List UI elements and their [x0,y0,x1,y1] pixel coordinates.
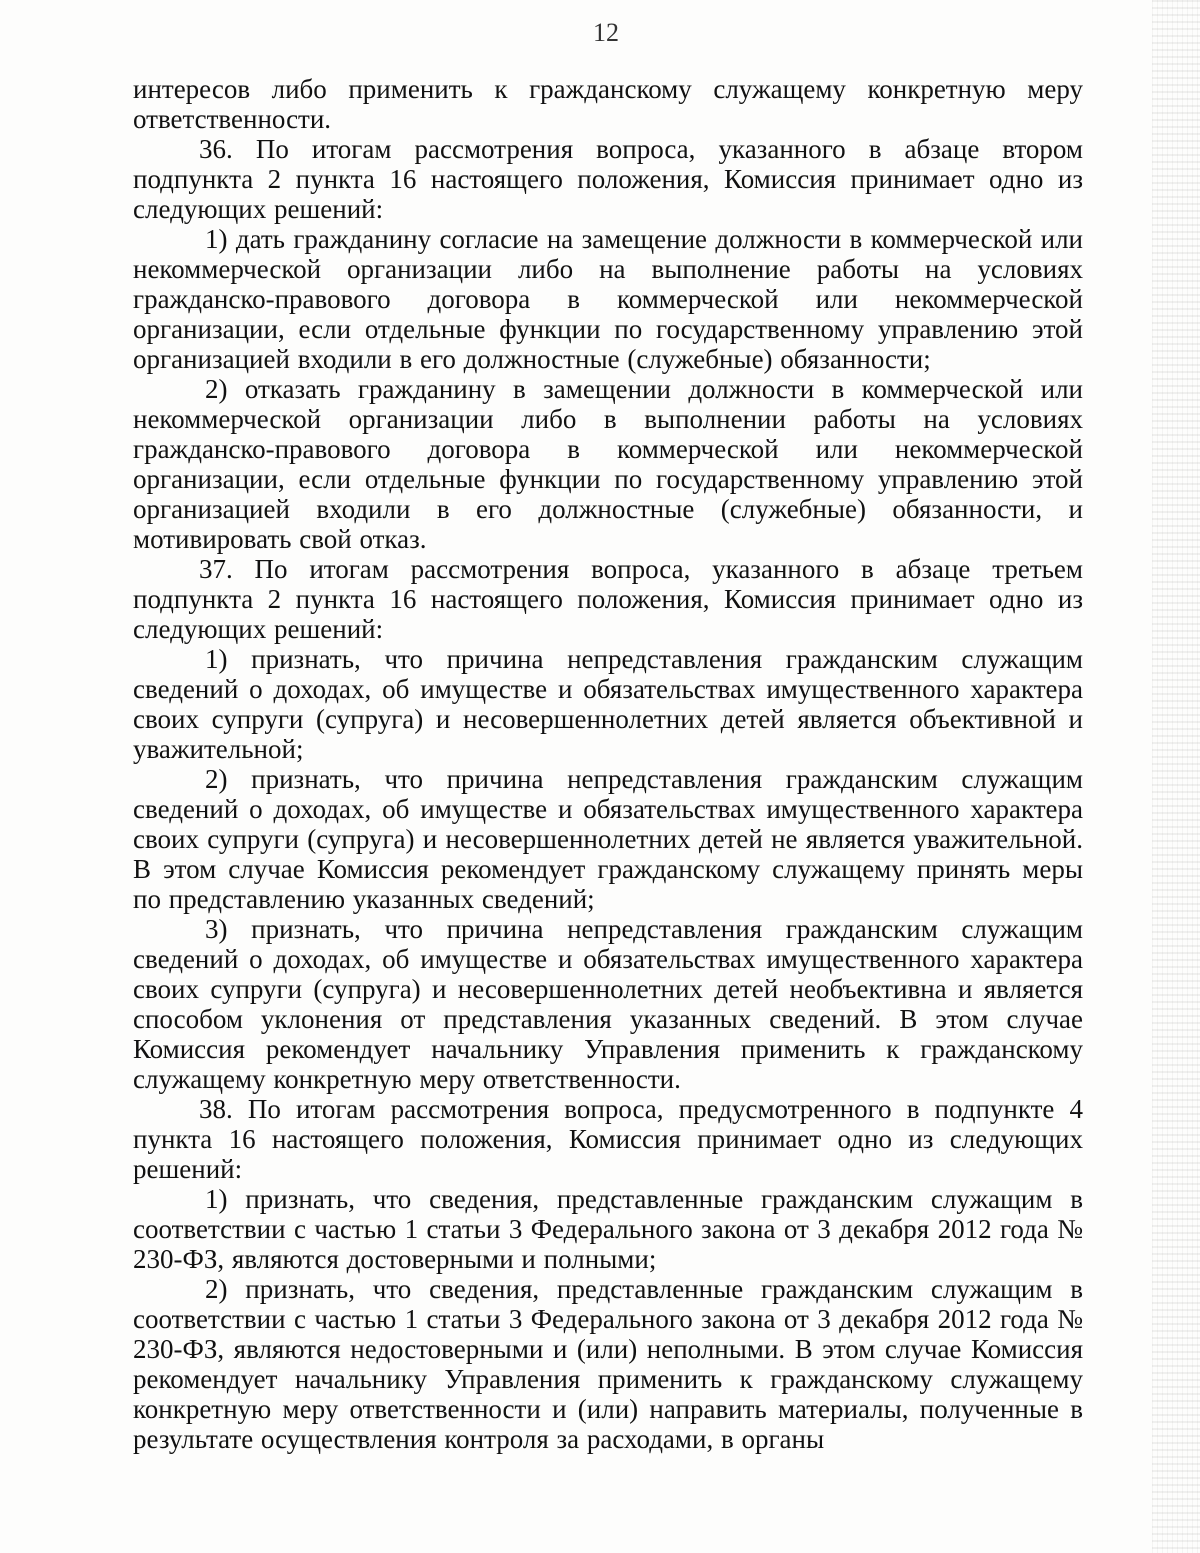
paragraph-36-item-2: 2) отказать гражданину в замещении должности в коммерческой или некоммерческой организации либо в выполнении работы на условиях гражданско-правового договора в коммерческой или некоммерческой организации, если отдельные функции по государственному управлению этой организацией входили в его должностные (служебные) обязанности, и мотивировать свой отказ. [133,374,1083,554]
paragraph-37: 37. По итогам рассмотрения вопроса, указанного в абзаце третьем подпункта 2 пункта 16 настоящего положения, Комиссия принимает одно из следующих решений: [133,554,1083,644]
paragraph-36: 36. По итогам рассмотрения вопроса, указанного в абзаце втором подпункта 2 пункта 16 настоящего положения, Комиссия принимает одно из следующих решений: [133,134,1083,224]
paragraph-continuation: интересов либо применить к гражданскому служащему конкретную меру ответственности. [133,74,1083,134]
paragraph-38-item-2: 2) признать, что сведения, представленные гражданским служащим в соответствии с частью 1 статьи 3 Федерального закона от 3 декабря 2012 года № 230-ФЗ, являются недостоверными и (или) неполными. В этом случае Комиссия рекомендует начальнику Управления применить к гражданскому служащему конкретную меру ответственности и (или) направить материалы, полученные в результате осуществления контроля за расходами, в органы [133,1274,1083,1454]
paragraph-37-item-3: 3) признать, что причина непредставления гражданским служащим сведений о доходах, об имуществе и обязательствах имущественного характера своих супруги (супруга) и несовершеннолетних детей необъективна и является способом уклонения от представления указанных сведений. В этом случае Комиссия рекомендует начальнику Управления применить к гражданскому служащему конкретную меру ответственности. [133,914,1083,1094]
paragraph-36-item-1: 1) дать гражданину согласие на замещение должности в коммерческой или некоммерческой организации либо на выполнение работы на условиях гражданско-правового договора в коммерческой или некоммерческой организации, если отдельные функции по государственному управлению этой организацией входили в его должностные (служебные) обязанности; [133,224,1083,374]
scan-edge-noise [1152,0,1200,1553]
page-number: 12 [593,18,619,47]
paragraph-38: 38. По итогам рассмотрения вопроса, предусмотренного в подпункте 4 пункта 16 настоящего положения, Комиссия принимает одно из следующих решений: [133,1094,1083,1184]
paragraph-37-item-2: 2) признать, что причина непредставления гражданским служащим сведений о доходах, об имуществе и обязательствах имущественного характера своих супруги (супруга) и несовершеннолетних детей не является уважительной. В этом случае Комиссия рекомендует гражданскому служащему принять меры по представлению указанных сведений; [133,764,1083,914]
paragraph-38-item-1: 1) признать, что сведения, представленные гражданским служащим в соответствии с частью 1 статьи 3 Федерального закона от 3 декабря 2012 года № 230-ФЗ, являются достоверными и полными; [133,1184,1083,1274]
paragraph-37-item-1: 1) признать, что причина непредставления гражданским служащим сведений о доходах, об имуществе и обязательствах имущественного характера своих супруги (супруга) и несовершеннолетних детей является объективной и уважительной; [133,644,1083,764]
document-body [133,74,1083,1454]
